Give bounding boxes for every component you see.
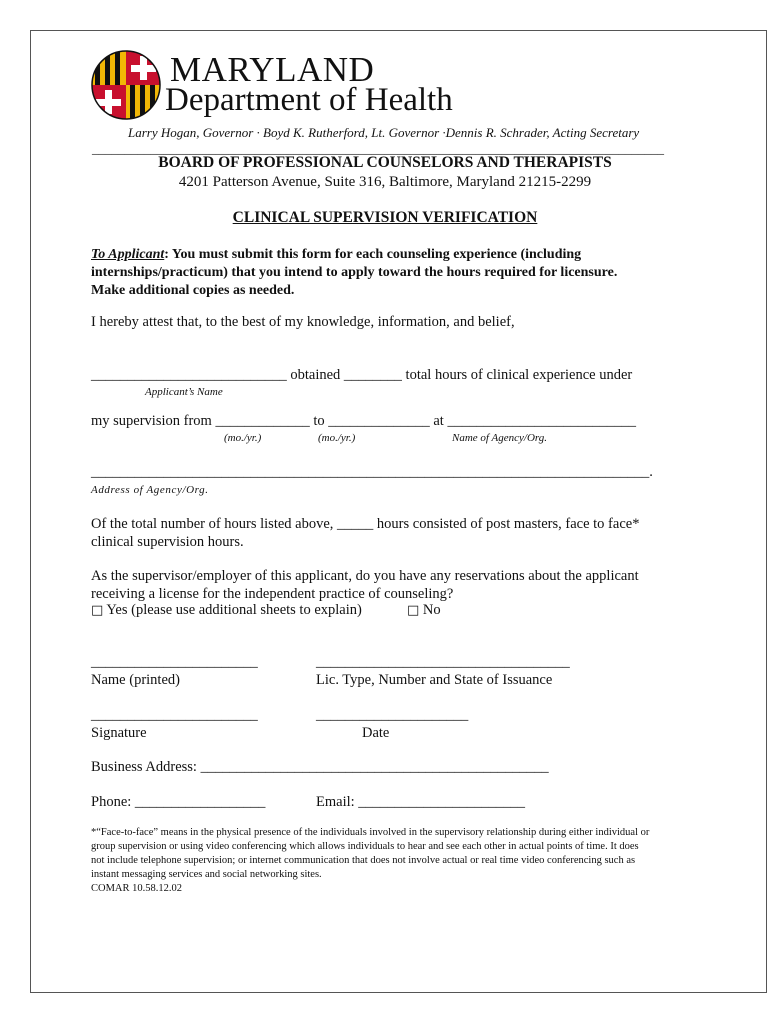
supervision-hours-question[interactable]: Of the total number of hours listed above, _____ hours consisted of post masters, face to face* clinical supervision hours. xyxy=(91,516,640,550)
instruction-lead: To Applicant xyxy=(91,247,165,262)
label-applicant-name: Applicant’s Name xyxy=(145,386,223,398)
label-to-mo-yr: (mo./yr.) xyxy=(318,432,356,444)
maryland-seal-logo xyxy=(91,50,161,120)
email-field[interactable]: Email: _______________________ xyxy=(316,794,526,810)
option-yes[interactable] xyxy=(91,602,362,619)
label-from-mo-yr: (mo./yr.) xyxy=(224,432,262,444)
label-name-printed: Name (printed) xyxy=(91,672,180,688)
board-address: 4201 Patterson Avenue, Suite 316, Baltimore, Maryland 21215-2299 xyxy=(178,174,592,190)
signature-field[interactable]: _______________________ xyxy=(91,707,258,723)
phone-field[interactable]: Phone: __________________ xyxy=(91,794,266,810)
date-field[interactable]: _____________________ xyxy=(316,707,469,723)
comar-reference: COMAR 10.58.12.02 xyxy=(91,883,183,894)
header-rule: ________________________________________________________________________________________ xyxy=(92,141,664,156)
officials-line: Larry Hogan, Governor · Boyd K. Rutherford, Lt. Governor ·Dennis R. Schrader, Acting Secretary xyxy=(128,125,640,140)
label-agency-address: Address of Agency/Org. xyxy=(91,484,209,496)
instruction-text: : You must submit this form for each counseling experience (including internships/practicum) that you intend to apply toward the hours required for licensure. Make additional copies as needed. xyxy=(91,247,618,298)
label-agency-name: Name of Agency/Org. xyxy=(452,432,548,444)
brand-title-maryland: MARYLAND xyxy=(170,50,375,89)
reservation-question: As the supervisor/employer of this applicant, do you have any reservations about the applicant receiving a license for the independent practice of counseling? xyxy=(91,568,639,602)
option-no-label: No xyxy=(422,602,441,618)
checkbox-yes-icon[interactable]: □ xyxy=(91,603,104,618)
business-address-field[interactable]: Business Address: ________________________________________________ xyxy=(91,759,549,775)
hours-obtained-line[interactable]: ___________________________ obtained ________ total hours of clinical experience under xyxy=(91,367,633,383)
brand-title-department: Department of Health xyxy=(165,82,453,118)
face-to-face-footnote xyxy=(91,826,651,896)
supervision-period-line[interactable]: my supervision from _____________ to ______________ at __________________________ xyxy=(91,413,636,429)
agency-address-line[interactable]: _____________________________________________________________________________. xyxy=(91,464,653,480)
footnote-text: *“Face-to-face” means in the physical presence of the individuals involved in the supervisory relationship during either individual or group supervision or using video conferencing which allows individuals to hear and see each other in actual points of time. It does not include telephone supervision; or internet communication that does not involve actual or real time video conferencing such as instant messaging services and social networking sites. xyxy=(91,827,650,880)
checkbox-no-icon[interactable]: □ xyxy=(407,603,420,618)
name-printed-field[interactable]: _______________________ xyxy=(91,654,258,670)
attestation-statement: I hereby attest that, to the best of my knowledge, information, and belief, xyxy=(91,314,515,330)
board-name: BOARD OF PROFESSIONAL COUNSELORS AND THERAPISTS xyxy=(158,154,612,171)
form-title: CLINICAL SUPERVISION VERIFICATION xyxy=(232,209,538,226)
label-signature: Signature xyxy=(91,725,147,741)
option-yes-label: Yes (please use additional sheets to explain) xyxy=(106,602,362,618)
label-license: Lic. Type, Number and State of Issuance xyxy=(316,672,553,688)
applicant-instruction xyxy=(91,246,651,300)
label-date: Date xyxy=(362,725,390,741)
license-field[interactable]: ___________________________________ xyxy=(316,654,570,670)
option-no[interactable] xyxy=(407,602,441,619)
